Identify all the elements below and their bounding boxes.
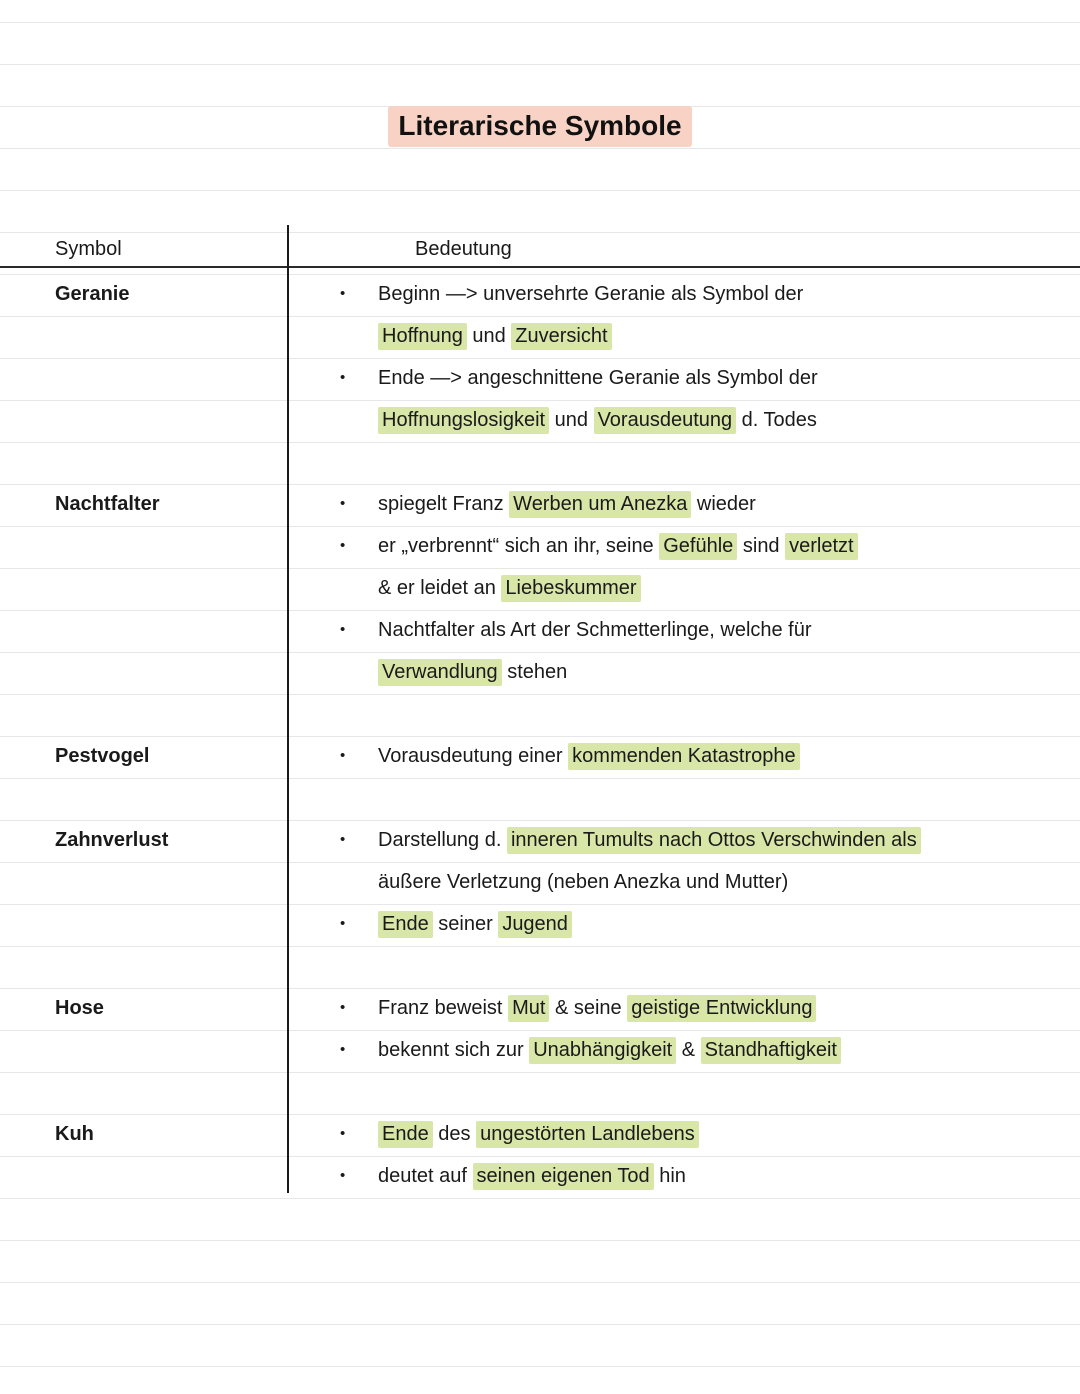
text-segment: stehen	[501, 661, 568, 683]
title-highlight: Literarische Symbole	[388, 106, 691, 147]
text-segment: Nachtfalter als Art der Schmetterlinge, welche für	[378, 619, 812, 641]
bedeutung-cell	[288, 987, 1080, 1071]
bedeutung-line	[288, 735, 1080, 777]
text-segment: Franz beweist	[378, 997, 509, 1019]
highlighted-text: Verwandlung	[378, 659, 502, 686]
highlighted-text: Jugend	[498, 911, 572, 938]
highlighted-text: Gefühle	[659, 533, 737, 560]
bedeutung-cell	[288, 1113, 1080, 1197]
table-row	[0, 987, 1080, 1071]
bullet-icon: •	[340, 915, 346, 932]
highlighted-text: Standhaftigkeit	[701, 1037, 841, 1064]
column-header-bedeutung: Bedeutung	[415, 238, 512, 260]
table-row	[0, 1113, 1080, 1197]
text-segment: deutet auf	[378, 1165, 473, 1187]
text-segment: &	[676, 1039, 701, 1061]
bedeutung-cell	[288, 483, 1080, 693]
header-divider-line	[0, 266, 1080, 268]
bedeutung-line	[288, 567, 1080, 609]
highlighted-text: Ende	[378, 1121, 433, 1148]
highlighted-text: Hoffnung	[378, 323, 467, 350]
text-segment: & seine	[549, 997, 628, 1019]
bedeutung-line	[288, 273, 1080, 315]
text-segment: Darstellung d.	[378, 829, 507, 851]
bullet-icon: •	[340, 621, 346, 638]
bullet-icon: •	[340, 495, 346, 512]
bedeutung-cell	[288, 273, 1080, 441]
bedeutung-line	[288, 903, 1080, 945]
bedeutung-cell	[288, 819, 1080, 945]
symbol-name: Pestvogel	[55, 745, 150, 767]
highlighted-text: Vorausdeutung	[594, 407, 737, 434]
bedeutung-line	[288, 861, 1080, 903]
text-segment: sind	[737, 535, 786, 557]
symbol-name: Kuh	[55, 1123, 94, 1145]
symbol-name: Nachtfalter	[55, 493, 160, 515]
text-segment: Ende —> angeschnittene Geranie als Symbol der	[378, 367, 818, 389]
bullet-icon: •	[340, 1125, 346, 1142]
bedeutung-line	[288, 483, 1080, 525]
bedeutung-line	[288, 525, 1080, 567]
bedeutung-line	[288, 315, 1080, 357]
text-segment: des	[432, 1123, 477, 1145]
highlighted-text: Mut	[508, 995, 549, 1022]
symbol-name: Hose	[55, 997, 104, 1019]
highlighted-text: Werben um Anezka	[509, 491, 691, 518]
highlighted-text: verletzt	[785, 533, 857, 560]
highlighted-text: Zuversicht	[511, 323, 611, 350]
bedeutung-line	[288, 609, 1080, 651]
symbol-name: Geranie	[55, 283, 130, 305]
bedeutung-line	[288, 357, 1080, 399]
bedeutung-line	[288, 1029, 1080, 1071]
bullet-icon: •	[340, 285, 346, 302]
text-segment: wieder	[691, 493, 756, 515]
text-segment: spiegelt Franz	[378, 493, 510, 515]
highlighted-text: Ende	[378, 911, 433, 938]
highlighted-text: kommenden Katastrophe	[568, 743, 799, 770]
table-row	[0, 273, 1080, 441]
bullet-icon: •	[340, 999, 346, 1016]
bullet-icon: •	[340, 1167, 346, 1184]
table-row	[0, 735, 1080, 777]
bedeutung-cell	[288, 735, 1080, 777]
text-segment: seiner	[432, 913, 499, 935]
bedeutung-line	[288, 651, 1080, 693]
bedeutung-line	[288, 399, 1080, 441]
highlighted-text: Unabhängigkeit	[529, 1037, 676, 1064]
text-segment: hin	[653, 1165, 686, 1187]
table-body	[0, 273, 1080, 1239]
highlighted-text: inneren Tumults nach Ottos Verschwinden als	[507, 827, 921, 854]
text-segment: und	[466, 325, 512, 347]
symbol-name: Zahnverlust	[55, 829, 169, 851]
text-segment: & er leidet an	[378, 577, 502, 599]
bullet-icon: •	[340, 1041, 346, 1058]
highlighted-text: seinen eigenen Tod	[473, 1163, 654, 1190]
bullet-icon: •	[340, 369, 346, 386]
bullet-icon: •	[340, 537, 346, 554]
highlighted-text: geistige Entwicklung	[627, 995, 816, 1022]
bedeutung-line	[288, 987, 1080, 1029]
table-row	[0, 483, 1080, 693]
text-segment: er „verbrennt“ sich an ihr, seine	[378, 535, 660, 557]
text-segment: bekennt sich zur	[378, 1039, 530, 1061]
text-segment: äußere Verletzung (neben Anezka und Mutter)	[378, 871, 789, 893]
text-segment: Beginn —> unversehrte Geranie als Symbol der	[378, 283, 804, 305]
bullet-icon: •	[340, 831, 346, 848]
highlighted-text: Liebeskummer	[501, 575, 640, 602]
text-segment: Vorausdeutung einer	[378, 745, 569, 767]
text-segment: d. Todes	[736, 409, 817, 431]
bedeutung-line	[288, 1155, 1080, 1197]
highlighted-text: Hoffnungslosigkeit	[378, 407, 549, 434]
column-header-symbol: Symbol	[55, 238, 122, 260]
bullet-icon: •	[340, 747, 346, 764]
table-row	[0, 819, 1080, 945]
text-segment: und	[549, 409, 594, 431]
bedeutung-line	[288, 819, 1080, 861]
bedeutung-line	[288, 1113, 1080, 1155]
page-title	[0, 106, 1080, 147]
highlighted-text: ungestörten Landlebens	[476, 1121, 699, 1148]
